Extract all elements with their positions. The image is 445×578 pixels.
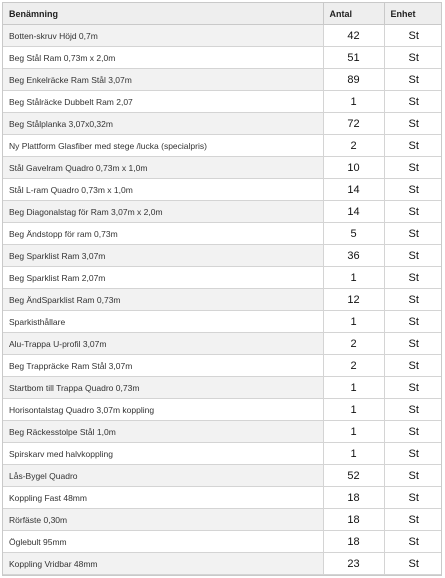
- table-header: [3, 3, 442, 25]
- item-name-cell: Horisontalstag Quadro 3,07m koppling: [3, 399, 323, 421]
- parts-table: [2, 2, 442, 576]
- table-row[interactable]: [3, 399, 442, 421]
- item-quantity-cell: 14: [323, 179, 384, 201]
- header-row: [3, 3, 442, 25]
- item-unit-cell: St: [384, 267, 442, 289]
- item-unit-cell: St: [384, 421, 442, 443]
- table-row[interactable]: [3, 47, 442, 69]
- header-unit[interactable]: Enhet: [384, 3, 442, 25]
- item-quantity-cell: 1: [323, 311, 384, 333]
- header-quantity[interactable]: Antal: [323, 3, 384, 25]
- item-unit-cell: St: [384, 47, 442, 69]
- item-unit-cell: St: [384, 157, 442, 179]
- item-unit-cell: St: [384, 311, 442, 333]
- item-unit-cell: St: [384, 443, 442, 465]
- item-unit-cell: St: [384, 377, 442, 399]
- item-unit-cell: St: [384, 487, 442, 509]
- item-name-cell: Beg ÄndSparklist Ram 0,73m: [3, 289, 323, 311]
- item-quantity-cell: 52: [323, 465, 384, 487]
- item-unit-cell: St: [384, 245, 442, 267]
- item-name-cell: Beg Trappräcke Ram Stål 3,07m: [3, 355, 323, 377]
- item-quantity-cell: 1: [323, 421, 384, 443]
- item-name-cell: Beg Sparklist Ram 2,07m: [3, 267, 323, 289]
- item-quantity-cell: 12: [323, 289, 384, 311]
- item-name-cell: Ny Plattform Glasfiber med stege /lucka (specialpris): [3, 135, 323, 157]
- item-quantity-cell: 14: [323, 201, 384, 223]
- item-unit-cell: St: [384, 553, 442, 575]
- table-row[interactable]: [3, 465, 442, 487]
- item-quantity-cell: 18: [323, 509, 384, 531]
- item-quantity-cell: 1: [323, 91, 384, 113]
- table-row[interactable]: [3, 91, 442, 113]
- item-unit-cell: St: [384, 135, 442, 157]
- item-quantity-cell: 36: [323, 245, 384, 267]
- item-quantity-cell: 89: [323, 69, 384, 91]
- item-name-cell: Beg Ändstopp för ram 0,73m: [3, 223, 323, 245]
- table-row[interactable]: [3, 553, 442, 575]
- item-quantity-cell: 51: [323, 47, 384, 69]
- item-quantity-cell: 2: [323, 333, 384, 355]
- table-row[interactable]: [3, 223, 442, 245]
- item-quantity-cell: 2: [323, 355, 384, 377]
- table-row[interactable]: [3, 311, 442, 333]
- item-name-cell: Beg Stålplanka 3,07x0,32m: [3, 113, 323, 135]
- table-row[interactable]: [3, 355, 442, 377]
- table-row[interactable]: [3, 487, 442, 509]
- item-name-cell: Startbom till Trappa Quadro 0,73m: [3, 377, 323, 399]
- table-row[interactable]: [3, 157, 442, 179]
- item-unit-cell: St: [384, 223, 442, 245]
- item-unit-cell: St: [384, 179, 442, 201]
- item-quantity-cell: 1: [323, 399, 384, 421]
- item-quantity-cell: 1: [323, 443, 384, 465]
- table-row[interactable]: [3, 245, 442, 267]
- item-name-cell: Koppling Vridbar 48mm: [3, 553, 323, 575]
- item-name-cell: Öglebult 95mm: [3, 531, 323, 553]
- item-unit-cell: St: [384, 399, 442, 421]
- table-row[interactable]: [3, 443, 442, 465]
- item-quantity-cell: 1: [323, 377, 384, 399]
- table-row[interactable]: [3, 267, 442, 289]
- item-name-cell: Beg Diagonalstag för Ram 3,07m x 2,0m: [3, 201, 323, 223]
- table-row[interactable]: [3, 531, 442, 553]
- item-name-cell: Beg Enkelräcke Ram Stål 3,07m: [3, 69, 323, 91]
- item-unit-cell: St: [384, 289, 442, 311]
- item-quantity-cell: 42: [323, 25, 384, 47]
- item-quantity-cell: 23: [323, 553, 384, 575]
- item-quantity-cell: 5: [323, 223, 384, 245]
- item-name-cell: Botten-skruv Höjd 0,7m: [3, 25, 323, 47]
- table-body: [3, 25, 442, 575]
- item-unit-cell: St: [384, 333, 442, 355]
- item-name-cell: Rörfäste 0,30m: [3, 509, 323, 531]
- item-quantity-cell: 10: [323, 157, 384, 179]
- item-quantity-cell: 1: [323, 267, 384, 289]
- item-unit-cell: St: [384, 201, 442, 223]
- item-name-cell: Beg Stål Ram 0,73m x 2,0m: [3, 47, 323, 69]
- item-unit-cell: St: [384, 465, 442, 487]
- item-quantity-cell: 72: [323, 113, 384, 135]
- table-row[interactable]: [3, 377, 442, 399]
- item-name-cell: Koppling Fast 48mm: [3, 487, 323, 509]
- item-name-cell: Beg Sparklist Ram 3,07m: [3, 245, 323, 267]
- item-name-cell: Alu-Trappa U-profil 3,07m: [3, 333, 323, 355]
- item-name-cell: Lås-Bygel Quadro: [3, 465, 323, 487]
- table-row[interactable]: [3, 179, 442, 201]
- item-unit-cell: St: [384, 113, 442, 135]
- table-row[interactable]: [3, 509, 442, 531]
- table-row[interactable]: [3, 135, 442, 157]
- header-name[interactable]: Benämning: [3, 3, 323, 25]
- item-quantity-cell: 18: [323, 487, 384, 509]
- item-unit-cell: St: [384, 531, 442, 553]
- item-name-cell: Sparkisthållare: [3, 311, 323, 333]
- item-unit-cell: St: [384, 509, 442, 531]
- table-row[interactable]: [3, 113, 442, 135]
- table-row[interactable]: [3, 289, 442, 311]
- table-row[interactable]: [3, 201, 442, 223]
- item-name-cell: Stål Gavelram Quadro 0,73m x 1,0m: [3, 157, 323, 179]
- item-name-cell: Beg Räckesstolpe Stål 1,0m: [3, 421, 323, 443]
- table-row[interactable]: [3, 69, 442, 91]
- table-row[interactable]: [3, 333, 442, 355]
- table-row[interactable]: [3, 421, 442, 443]
- table-row[interactable]: [3, 25, 442, 47]
- item-unit-cell: St: [384, 91, 442, 113]
- item-quantity-cell: 18: [323, 531, 384, 553]
- parts-table-grid: [3, 3, 442, 575]
- item-name-cell: Spirskarv med halvkoppling: [3, 443, 323, 465]
- item-name-cell: Beg Stålräcke Dubbelt Ram 2,07: [3, 91, 323, 113]
- item-unit-cell: St: [384, 69, 442, 91]
- item-quantity-cell: 2: [323, 135, 384, 157]
- item-unit-cell: St: [384, 25, 442, 47]
- item-name-cell: Stål L-ram Quadro 0,73m x 1,0m: [3, 179, 323, 201]
- item-unit-cell: St: [384, 355, 442, 377]
